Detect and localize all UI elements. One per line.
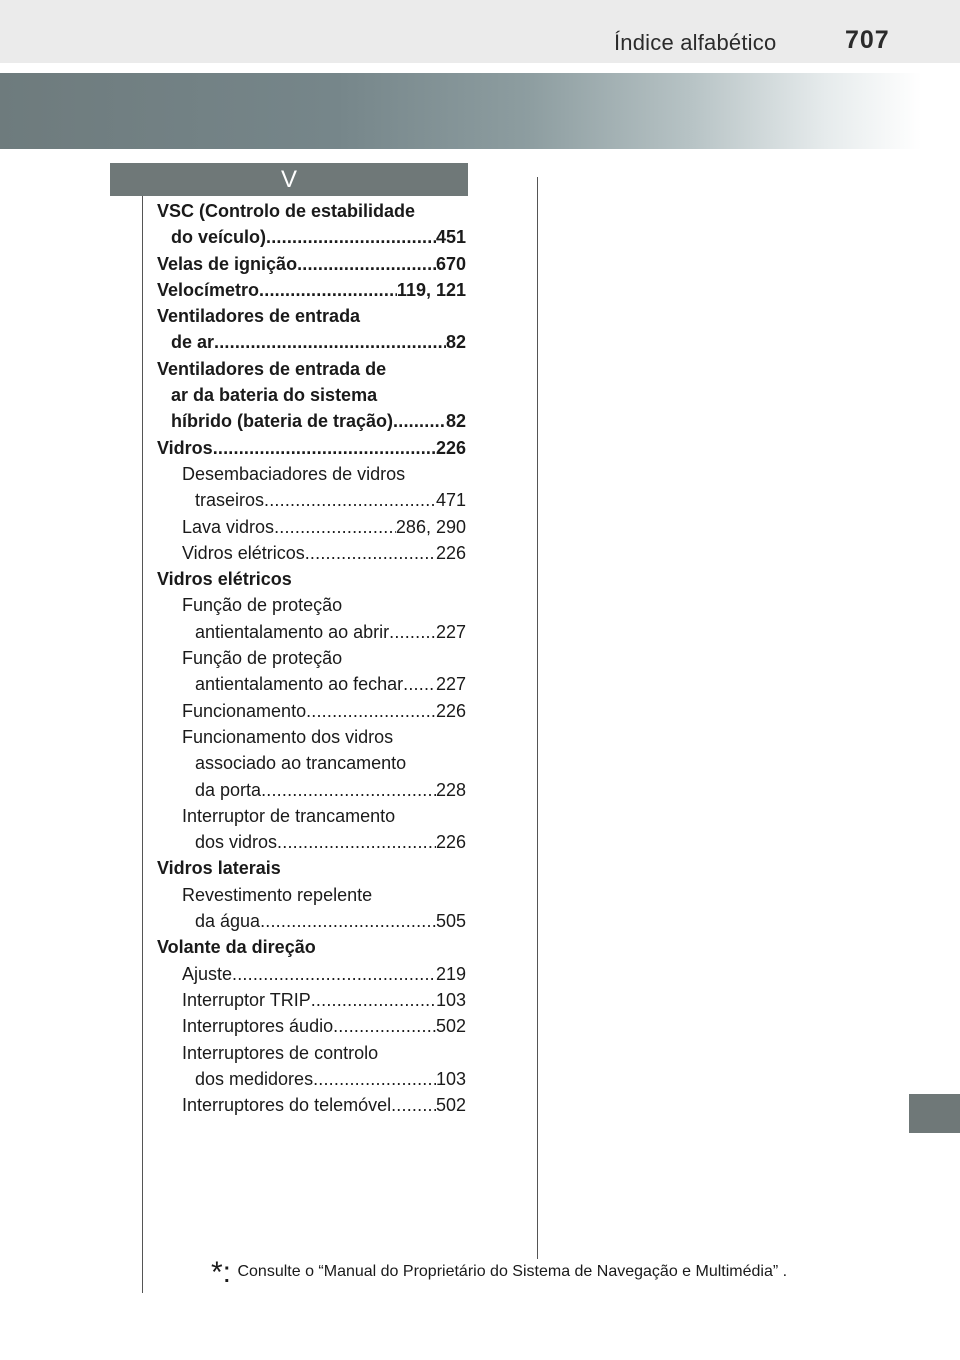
dot-leader [297,251,436,277]
index-subentry [157,698,466,724]
index-entry [157,855,466,881]
entry-text: VSC (Controlo de estabilidade [157,201,416,221]
dot-leader [305,540,436,566]
page-reference: 505 [435,911,466,932]
entry-text: Lava vidros [182,516,275,537]
index-entry [157,251,466,277]
page-reference: 219 [435,963,466,984]
footnote-text: Consulte o “Manual do Proprietário do Sistema de Navegação e Multimédia” . [237,1263,788,1280]
entry-text: da água [195,911,261,932]
index-subentry [157,487,466,513]
dot-leader [393,408,446,434]
entry-text: associado ao trancamento [195,753,407,774]
index-entry [157,329,466,355]
entry-text: Vidros elétricos [157,569,292,590]
page-reference: 286, 290 [395,516,466,537]
index-subentry [157,1066,466,1092]
dot-leader [391,1092,436,1118]
column-divider-left [142,196,143,1293]
index-subentry [157,1013,466,1039]
page-reference: 119, 121 [396,279,466,300]
page-reference: 451 [435,227,466,248]
entry-text: Função de proteção [182,648,343,669]
entry-text: do veículo) [171,227,267,248]
entry-text: traseiros [195,490,265,511]
entry-text: dos medidores [195,1068,314,1089]
entry-text: dos vidros [195,832,278,853]
index-subentry [157,671,466,697]
page-reference: 471 [435,490,466,511]
index-entry [157,934,466,960]
dot-leader [333,1013,436,1039]
dot-leader [213,435,436,461]
index-entry [157,277,466,303]
entry-text: Vidros laterais [157,858,281,879]
entry-text: Volante da direção [157,937,316,958]
page-reference: 103 [435,1068,466,1089]
index-entry [157,435,466,461]
index-entry [157,566,466,592]
page-reference: 103 [435,989,466,1010]
entry-text: Vidros [157,437,213,458]
dot-leader [313,1066,436,1092]
index-subentry [157,750,466,776]
entry-text: antientalamento ao fechar [195,674,404,695]
entry-text: Interruptor de trancamento [182,805,396,826]
entry-text: da porta [195,779,262,800]
dot-leader [232,961,436,987]
entry-text: ar da bateria do sistema [171,385,378,406]
dot-leader [306,698,436,724]
index-entry [157,224,466,250]
index-subentry [157,777,466,803]
decorative-banner [0,73,960,149]
page-reference: 227 [435,674,466,695]
entry-text: Revestimento repelente [182,884,373,905]
entry-text: Interruptores do telemóvel [182,1095,392,1116]
index-subentry [157,619,466,645]
index-subentry [157,803,466,829]
page-reference: 670 [435,253,466,274]
dot-leader [274,514,396,540]
dot-leader [260,908,436,934]
entry-text: de ar [171,332,215,353]
dot-leader [261,777,436,803]
index-subentry [157,592,466,618]
index-subentry [157,908,466,934]
entry-text: Ventiladores de entrada de [157,358,387,379]
index-subentry [157,540,466,566]
dot-leader [277,829,436,855]
index-subentry [157,514,466,540]
index-subentry [157,724,466,750]
dot-leader [266,224,436,250]
footnote [211,1256,787,1290]
entry-text: Vidros elétricos [182,542,305,563]
footnote-marker: *: [211,1256,232,1289]
page-reference: 226 [435,700,466,721]
entry-text: Desembaciadores de vidros [182,463,406,484]
page-reference: 82 [445,332,466,353]
entry-text: Interruptor TRIP [182,989,311,1010]
entry-text: Ajuste [182,963,233,984]
index-subentry [157,961,466,987]
dot-leader [259,277,397,303]
index-subentry [157,987,466,1013]
page-number: 707 [845,26,890,54]
index-side-tab [909,1094,960,1133]
entry-text: Velocímetro [157,279,260,300]
entry-text: antientalamento ao abrir [195,621,390,642]
dot-leader [214,329,446,355]
header-band [0,0,960,63]
dot-leader [403,671,436,697]
dot-leader [311,987,436,1013]
index-subentry [157,882,466,908]
letter-heading: V [110,163,468,196]
index-subentry [157,1040,466,1066]
page-reference: 226 [435,542,466,563]
page-reference: 226 [435,437,466,458]
entry-text: Ventiladores de entrada [157,306,361,327]
entry-text: Interruptores áudio [182,1016,334,1037]
index-subentry [157,1092,466,1118]
dot-leader [264,487,436,513]
section-title: Índice alfabético [614,30,777,55]
entry-text: Interruptores de controlo [182,1042,379,1063]
index-entry [157,303,466,329]
page-reference: 82 [445,411,466,432]
entry-text: híbrido (bateria de tração) [171,411,394,432]
index-entry [157,408,466,434]
entry-text: Funcionamento [182,700,307,721]
index-subentry [157,645,466,671]
page-reference: 502 [435,1095,466,1116]
entry-text: Velas de ignição [157,253,298,274]
index-entry-list [157,198,466,1118]
column-divider-middle [537,177,538,1259]
index-entry [157,198,466,224]
page-reference: 502 [435,1016,466,1037]
dot-leader [389,619,436,645]
index-entry [157,382,466,408]
page-reference: 228 [435,779,466,800]
index-subentry [157,829,466,855]
page-reference: 227 [435,621,466,642]
entry-text: Funcionamento dos vidros [182,726,394,747]
page-reference: 226 [435,832,466,853]
index-entry [157,356,466,382]
index-subentry [157,461,466,487]
entry-text: Função de proteção [182,595,343,616]
